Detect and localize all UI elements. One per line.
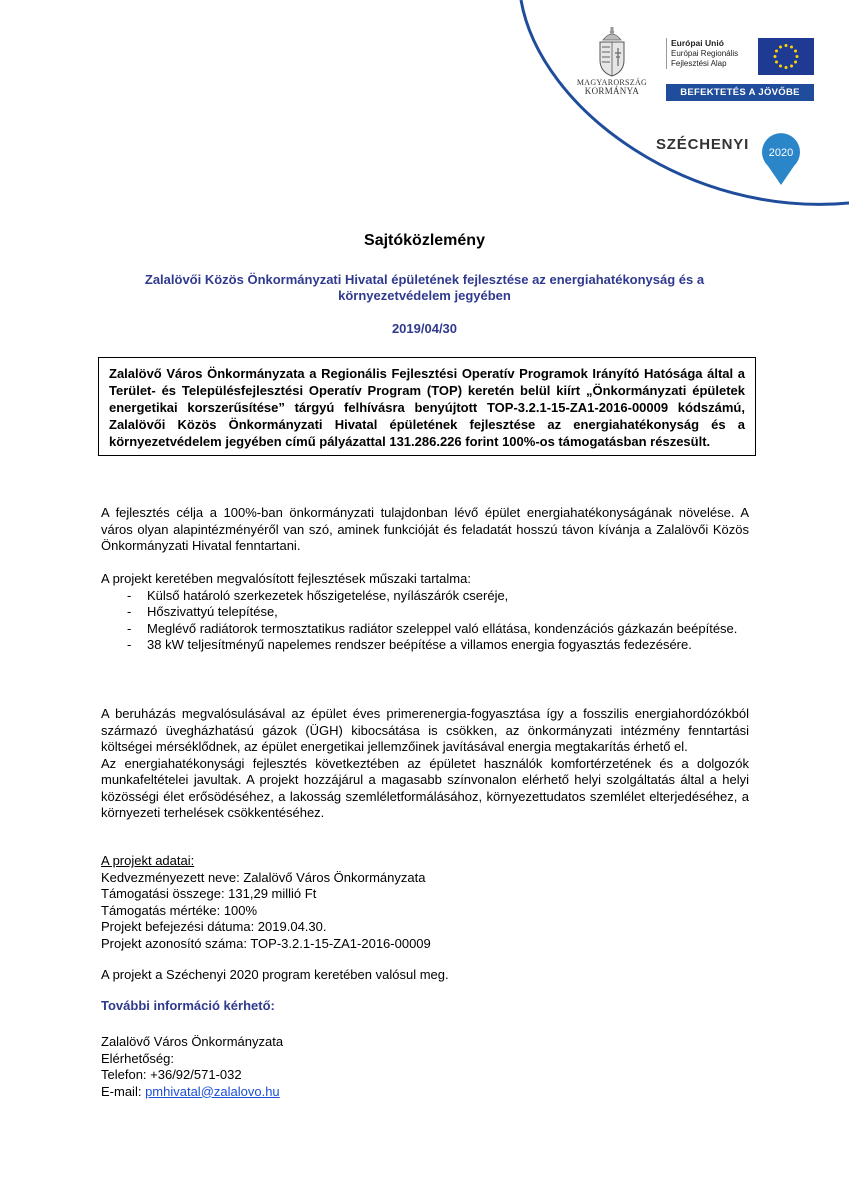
eu-star-icon — [779, 45, 782, 48]
eu-slogan-banner: BEFEKTETÉS A JÖVŐBE — [666, 84, 814, 101]
eu-star-icon — [775, 50, 778, 53]
government-name-line1: MAGYARORSZÁG — [576, 78, 648, 87]
technical-content-section — [101, 571, 749, 654]
government-name-line2: KORMÁNYA — [584, 86, 640, 96]
project-data-row: Támogatási összege: 131,29 millió Ft — [101, 886, 317, 901]
eu-star-icon — [794, 50, 797, 53]
list-intro: A projekt keretében megvalósított fejlesztések műszaki tartalma: — [101, 571, 471, 586]
project-data-row: Projekt azonosító száma: TOP-3.2.1-15-ZA1-2016-00009 — [101, 935, 431, 951]
list-item: - Hőszivattyú telepítése, — [125, 604, 749, 621]
eu-line2: Európai Regionális — [671, 49, 739, 58]
eu-star-icon — [775, 61, 778, 64]
eu-star-icon — [794, 61, 797, 64]
eu-star-icon — [785, 44, 788, 47]
project-data-section — [101, 853, 749, 952]
contact-email-label: E-mail: — [101, 1083, 146, 1099]
eu-line3: Fejlesztési Alap — [671, 59, 727, 68]
header-arc-decoration — [0, 0, 849, 230]
list-item: - 38 kW teljesítményű napelemes rendszer beépítése a villamos energia fogyasztás fedezésére. — [125, 637, 749, 654]
project-data-row: Kedvezményezett neve: Zalalövő Város Önkormányzata — [101, 869, 426, 885]
eu-star-icon — [779, 65, 782, 68]
szechenyi-year: 2020 — [768, 147, 794, 159]
szechenyi-pin-icon — [756, 128, 806, 186]
contact-name: Zalalövő Város Önkormányzata — [101, 1034, 284, 1049]
hungarian-government-logo — [576, 26, 648, 96]
more-info-heading: További információ kérhető: — [101, 998, 275, 1013]
eu-star-icon — [785, 66, 788, 69]
release-date: 2019/04/30 — [391, 321, 458, 336]
list-item: - Külső határoló szerkezetek hőszigetelése, nyílászárók cseréje, — [125, 588, 749, 605]
project-data-row: Támogatás mértéke: 100% — [101, 902, 258, 918]
coat-of-arms-icon — [595, 26, 629, 78]
contact-label: Elérhetőség: — [101, 1050, 174, 1066]
page-title: Sajtóközlemény — [364, 232, 485, 249]
eu-line1: Európai Unió — [671, 38, 724, 48]
eu-star-icon — [774, 55, 777, 58]
eu-star-icon — [796, 55, 799, 58]
impact-section — [101, 706, 749, 822]
szechenyi-logo-text: SZÉCHENYI — [656, 136, 750, 153]
page-subtitle: Zalalövői Közös Önkormányzati Hivatal épületének fejlesztése az energiahatékonyság és a környezetvédelem jegyében — [144, 272, 705, 303]
contact-email-row — [101, 1084, 283, 1101]
project-data-heading: A projekt adatai: — [101, 853, 195, 868]
project-data-row: Projekt befejezési dátuma: 2019.04.30. — [101, 919, 327, 934]
summary-box: Zalalövő Város Önkormányzata a Regionális Fejlesztési Operatív Programok Irányító Hatósága által a Terület- és Településfejlesztési Operatív Program (TOP) keretén belül kiírt „Önkormányzati épületek energetikai korszerűsítése” tárgyú felhívásra benyújtott TOP-3.2.1-15-ZA1-2016-00009 kódszámú, Zalalövői Közös Önkormányzati Hivatal épületének fejlesztése az energiahatékonyság és a környezetvédelem jegyében című pályázattal 131.286.226 forint 100%-os támogatásban részesült. — [98, 357, 756, 456]
goal-paragraph: A fejlesztés célja a 100%-ban önkormányzati tulajdonban lévő épület energiahatékonyságának növelése. A város olyan alapintézményéről van szó, aminek funkcióját és feladatát hosszú távon kívánja a Zalalövői Közös Önkormányzati Hivatal fenntartani. — [101, 505, 749, 553]
eu-flag-icon — [758, 38, 814, 75]
contact-section — [101, 1034, 283, 1100]
list-item: - Meglévő radiátorok termosztatikus radiátor szeleppel való ellátása, kondenzációs gázkazán beépítése. — [125, 621, 749, 638]
program-note: A projekt a Széchenyi 2020 program keretében valósul meg. — [101, 967, 449, 982]
technical-list — [125, 588, 749, 654]
contact-phone: Telefon: +36/92/571-032 — [101, 1067, 242, 1082]
eu-fund-text — [666, 38, 759, 69]
eu-star-icon — [790, 45, 793, 48]
comfort-paragraph: Az energiahatékonysági fejlesztés következtében az épületet használók komfortérzetének és a dolgozók munkafeltételei javultak. A projekt hozzájárul a magasabb színvonalon elérhető helyi szolgáltatás által a helyi közösségi élet erősödéséhez, a lakosság szemléletformálásához, környezettudatos szemlélet elterjedéséhez, a környezeti terhelések csökkentéséhez. — [101, 755, 749, 820]
eu-star-icon — [790, 65, 793, 68]
contact-email-link[interactable]: pmhivatal@zalalovo.hu — [145, 1083, 280, 1099]
impact-paragraph: A beruházás megvalósulásával az épület éves primerenergia-fogyasztása így a fosszilis energiahordózókból származó üvegházhatású gázok (ÜGH) kibocsátása is csökken, az önkormányzati intézmény fenntartási költségei mérséklődnek, az épület energetikai jellemzőinek javításával energia megtakarítás érhető el. — [101, 706, 749, 754]
